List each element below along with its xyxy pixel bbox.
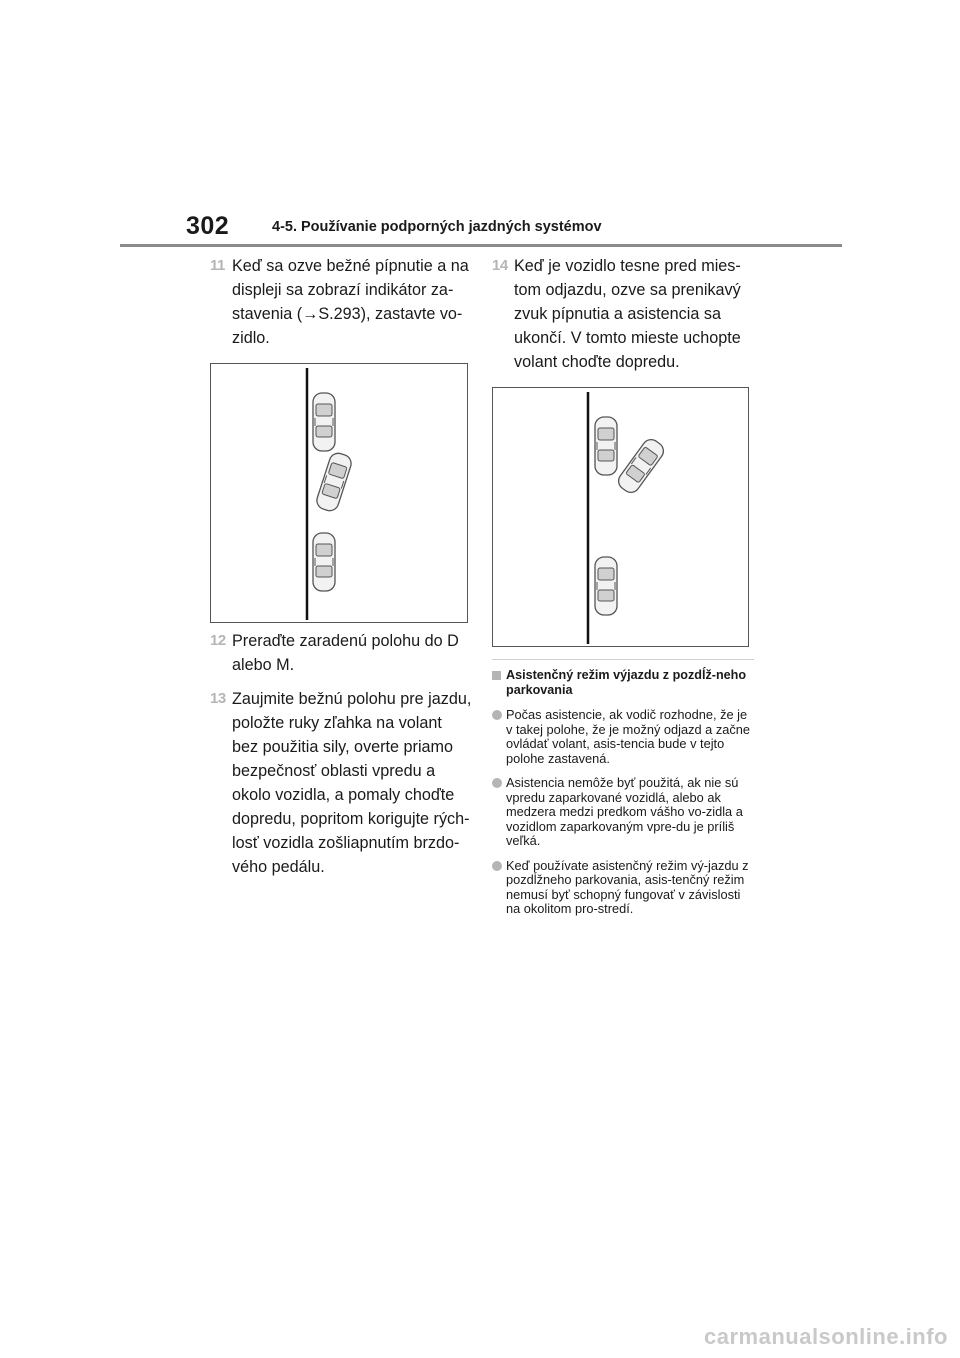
parking-diagram-2 <box>493 388 748 646</box>
page-number: 302 <box>186 212 230 240</box>
right-column <box>492 254 754 917</box>
notes-divider <box>492 659 754 660</box>
illustration-car-stopped <box>210 363 468 623</box>
step-number: 12 <box>210 632 226 649</box>
square-bullet-icon <box>492 671 501 680</box>
notes-heading-text: Asistenčný režim výjazdu z pozdĺž-neho parkovania <box>506 668 747 697</box>
step-number: 14 <box>492 257 508 274</box>
step-number: 11 <box>210 257 225 274</box>
own-car-departing-icon <box>615 436 667 496</box>
watermark-logo: carmanualsonline.info <box>704 1324 948 1349</box>
section-title: 4-5. Používanie podporných jazdných systémov <box>272 219 602 235</box>
parked-car-rear-icon <box>313 533 335 591</box>
step-13 <box>210 687 472 879</box>
own-car-angled-icon <box>315 451 354 513</box>
step-number: 13 <box>210 690 226 707</box>
illustration-car-departing <box>492 387 749 647</box>
step-14 <box>492 254 754 374</box>
step-11 <box>210 254 472 350</box>
note-text: Keď používate asistenčný režim vý-jazdu z pozdĺžneho parkovania, asis-tenčný režim nemusí byť schopný fungovať v závislosti na okolitom pro-stredí. <box>506 857 749 916</box>
note-text: Asistencia nemôže byť použitá, ak nie sú vpredu zaparkované vozidlá, alebo ak medzera medzi predkom vášho vo-zidla a vozidlom zaparkovaným vpre-du je príliš veľká. <box>506 775 743 848</box>
step-text: Keď sa ozve bežné pípnutie a na displeji sa zobrazí indikátor za-stavenia (→S.293), zastavte vo-zidlo. <box>232 257 469 347</box>
parked-car-front-icon <box>313 393 335 451</box>
parked-car-rear-icon <box>595 557 617 615</box>
header-divider <box>120 244 842 247</box>
step-text: Keď je vozidlo tesne pred mies-tom odjazdu, ozve sa prenikavý zvuk pípnutia a asistencia sa ukončí. V tomto mieste uchopte volant choďte dopredu. <box>514 257 741 371</box>
step-text: Zaujmite bežnú polohu pre jazdu, položte ruky zľahka na volant bez použitia sily, overte priamo bezpečnosť oblasti vpredu a okolo vozidla, a pomaly choďte dopredu, popritom korigujte rých-losť vozidla zošliapnutím brzdo-vého pedálu. <box>232 690 472 876</box>
step-12 <box>210 629 472 677</box>
parking-diagram-1 <box>211 364 467 622</box>
left-column <box>210 254 472 879</box>
note-bullet <box>492 776 754 849</box>
step-text: Preraďte zaradenú polohu do D alebo M. <box>232 632 459 674</box>
note-bullet <box>492 708 754 766</box>
circle-bullet-icon <box>492 778 502 788</box>
circle-bullet-icon <box>492 861 502 871</box>
note-text: Počas asistencie, ak vodič rozhodne, že je v takej polohe, že je možný odjazd a začne ovládať volant, asis-tencia bude v tejto polohe zastavená. <box>506 707 750 766</box>
notes-heading <box>492 668 754 698</box>
note-bullet <box>492 859 754 917</box>
parked-car-front-icon <box>595 417 617 475</box>
circle-bullet-icon <box>492 710 502 720</box>
